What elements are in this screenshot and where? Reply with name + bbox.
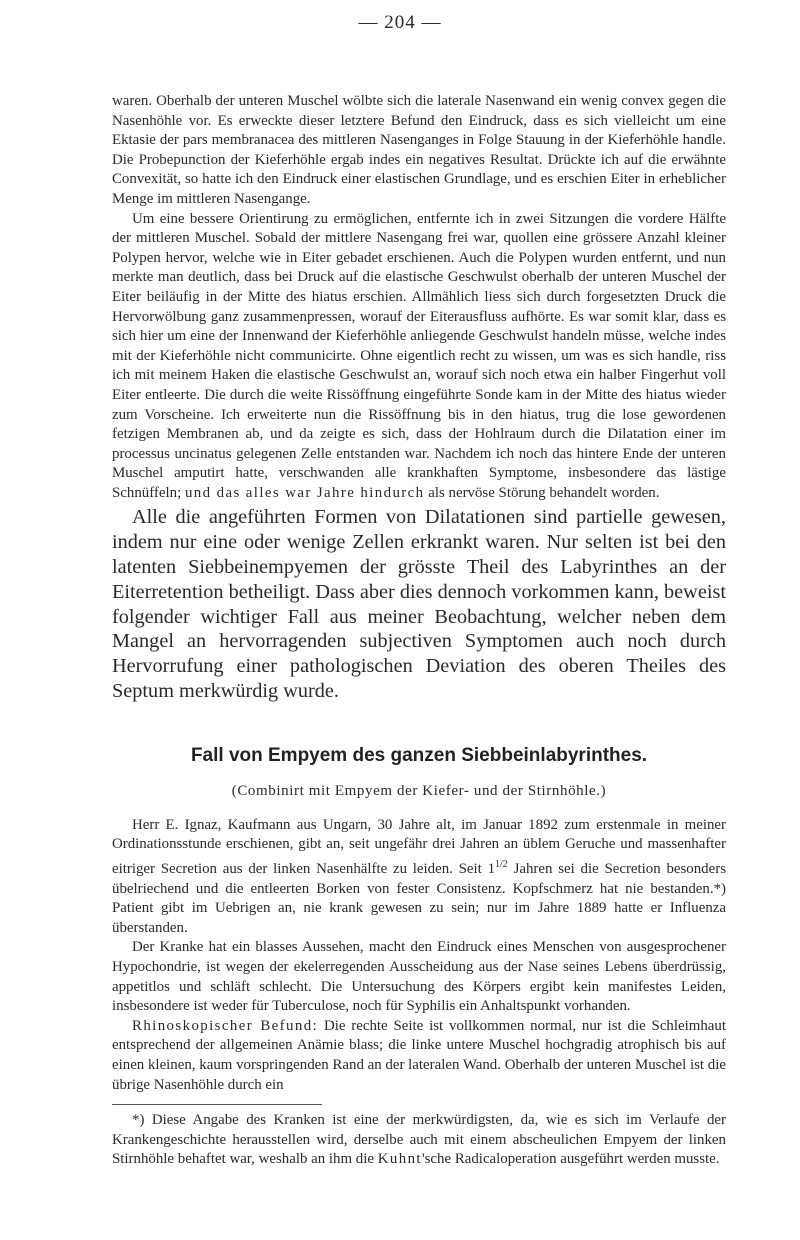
footnote-text-a: *) Diese Angabe des Kranken ist eine der merkwürdigsten, da, wie es sich im Verlaufe der Krankengeschichte herausstellen wird, derselbe auch mit einem abscheulichen Empyem der linken Stirnhöhle behaftet war, weshalb an ihm die — [112, 1112, 726, 1168]
footnote-text-b: 'sche Radicaloperation ausgeführt werden musste. — [421, 1151, 720, 1168]
rhinoscopy-label: Rhinoskopischer Befund: — [132, 1017, 319, 1034]
case-subtitle: (Combinirt mit Empyem der Kiefer- und der Stirnhöhle.) — [231, 782, 607, 799]
footnote-divider — [112, 1104, 322, 1105]
upper-text-block — [112, 92, 726, 503]
page-body — [112, 92, 726, 1170]
case-paragraph-3-text: Die rechte Seite ist vollkommen normal, nur ist die Schleimhaut entsprechend der allgemeinen Anämie blass; die linke untere Muschel hochgradig atrophisch bis auf einen kleinen, kaum vorspringenden Rand an der lateralen Wand. Oberhalb der unteren Muschel ist die übrige Nasenhöhle durch ein — [112, 1017, 726, 1093]
fraction: 1/2 — [495, 859, 508, 871]
large-text-block — [112, 505, 726, 703]
page-number: — 204 — — [358, 12, 442, 33]
case-paragraph-1-text-b: Jahren sei die Secretion besonders übelriechend und die entleerten Borken von fester Consistenz. Kopfschmerz hat nie bestanden.*) Patient gibt im Uebrigen an, nie krank gewesen zu sein; nur im Jahre 1889 hatte er Influenza überstanden. — [112, 861, 726, 936]
case-paragraph-3 — [112, 1017, 726, 1095]
case-report — [112, 816, 726, 1095]
paragraph-continuation — [112, 92, 726, 210]
paragraph-1-text: waren. Oberhalb der unteren Muschel wölbte sich die laterale Nasenwand ein wenig convex gegen die Nasenhöhle vor. Es erweckte dieser letztere Befund den Eindruck, dass es sich vielleicht um eine Ektasie der pars membranacea des mittleren Nasenganges in Folge Stauung in der Kieferhöhle handle. Die Probepunction der Kieferhöhle ergab indes ein negatives Resultat. Drückte ich auf die erwähnte Convexität, so hatte ich den Eindruck einer elastischen Grundlage, und es erschien Eiter in erheblicher Menge im mittleren Nasengange. — [112, 93, 726, 207]
paragraph-2-emphasis: und das alles war Jahre hindurch — [184, 484, 425, 501]
paragraph-2 — [112, 210, 726, 504]
case-paragraph-1-text-a: Herr E. Ignaz, Kaufmann aus Ungarn, 30 Jahre alt, im Januar 1892 zum erstenmale in meiner Ordinationsstunde erschienen, gibt an, seit ungefähr drei Jahren an üblem Geruche und massenhafter eitriger Secretion aus der linken Nasenhälfte zu leiden. Seit 1 — [112, 816, 726, 877]
large-paragraph: Alle die angeführten Formen von Dilatationen sind partielle gewesen, indem nur eine oder wenige Zellen erkrankt waren. Nur selten ist bei den latenten Siebbeinempyemen der grösste Theil des Labyrinthes an der Eiterretention betheiligt. Dass aber dies dennoch vorkommen kann, beweist folgender wichtiger Fall aus meiner Beobachtung, welcher neben dem Mangel an hervorragenden subjectiven Symptomen auch noch durch Hervorrufung einer pathologischen Deviation des oberen Theiles des Septum merkwürdig wurde. — [112, 506, 726, 703]
case-paragraph-1 — [112, 816, 726, 939]
paragraph-2-text-b: als nervöse Störung behandelt worden. — [428, 484, 660, 501]
footnote — [112, 1111, 726, 1170]
footnote-text — [112, 1111, 726, 1170]
paragraph-2-text-a: Um eine bessere Orientirung zu ermöglichen, entfernte ich in zwei Sitzungen die vordere Hälfte der mittleren Muschel. Sobald der mittlere Nasengang frei war, quollen eine grössere Anzahl kleiner Polypen hervor, welche wie in Eiter gebadet erschienen. Auch die Polypen wurden entfernt, und nun merkte man deutlich, dass bei Druck auf die elastische Geschwulst oberhalb der unteren Muschel der Eiter beiläufig in der Mitte des hiatus erschien. Allmählich liess sich durch forgesetzten Druck die Hervorwölbung ganz zusammenpressen, worauf der Eiterausfluss aufhörte. Es war somit klar, dass es sich hier um eine der Innenwand der Kieferhöhle anliegende Geschwulst handeln müsse, welche indes mit der Kieferhöhle nicht communicirte. Ohne eigentlich recht zu wissen, um was es sich handle, riss ich mit meinem Haken die elastische Geschwulst an, worauf sich noch etwa ein halber Fingerhut voll Eiter entleerte. Die durch die weite Rissöffnung eingeführte Sonde kam in der Mitte des hiatus wieder zum Vorscheine. Ich erweiterte nun die Rissöffnung bis in den hiatus, trug die lose gewordenen fetzigen Membranen ab, und da zeigte es sich, dass der Hohlraum durch die Dilatation einer im processus uncinatus gelegenen Zelle entstanden war. Nachdem ich noch das hintere Ende der unteren Muschel amputirt hatte, verschwanden alle krankhaften Symptome, insbesondere das lästige Schnüffeln; — [112, 210, 726, 501]
footnote-emphasis: Kuhnt — [377, 1151, 422, 1168]
case-title: Fall von Empyem des ganzen Siebbeinlabyrinthes. — [190, 744, 648, 766]
case-paragraph-2: Der Kranke hat ein blasses Aussehen, macht den Eindruck eines Menschen von ausgesprochener Hypochondrie, ist wegen der ekelerregenden Ausscheidung aus der Nase seines Lebens überdrüssig, appetitlos und schläft schlecht. Die Untersuchung des Körpers ergibt kein manifestes Leiden, insbesondere ist weder für Tuberculose, noch für Syphilis ein Anhaltspunkt vorhanden. — [112, 939, 726, 1015]
